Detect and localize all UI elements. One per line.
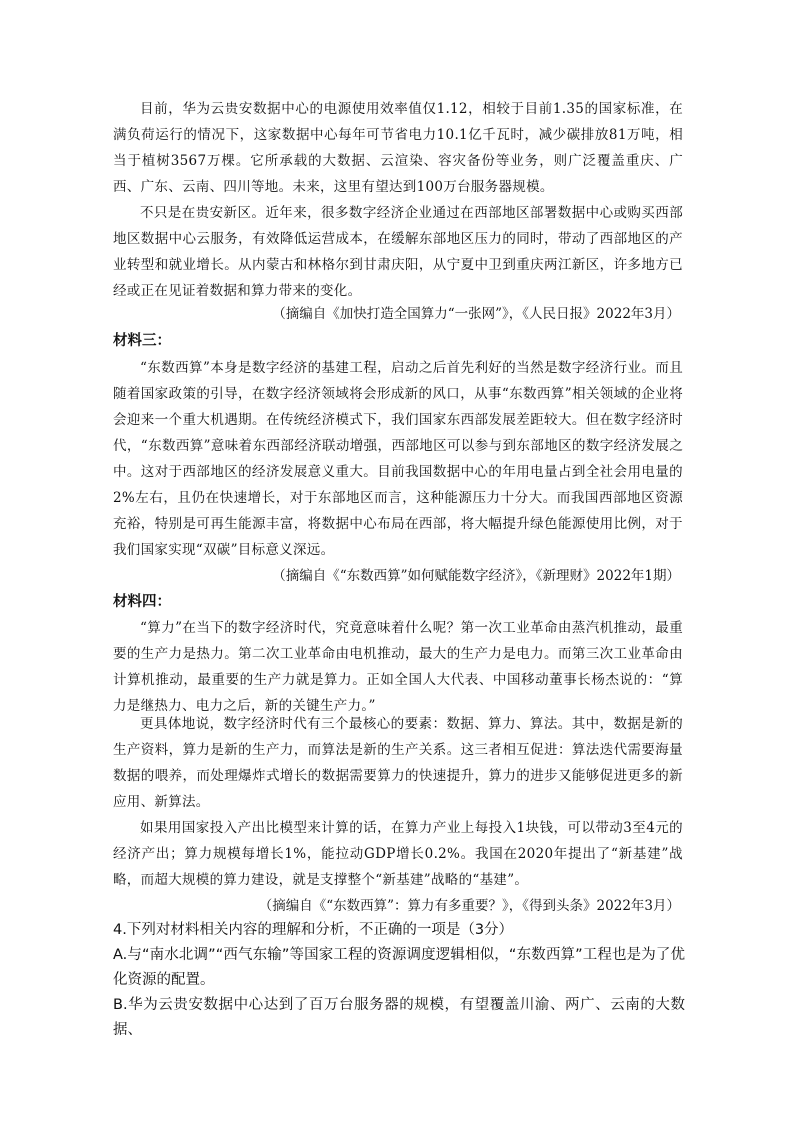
- material3-paragraph-1: “东数西算”本身是数字经济的基建工程，启动之后首先利好的当然是数字经济行业。而且随着国家政策的引导，在数字经济领域将会形成新的风口，从事“东数西算”相关领域的企业将会迎来一个重大机遇期。在传统经济模式下，我们国家东西部发展差距较大。但在数字经济时代，“东数西算”意味着东西部经济联动增强，西部地区可以参与到东部地区的数字经济发展之中。这对于西部地区的经济发展意义重大。目前我国数据中心的年用电量占到全社会用电量的2%左右，且仍在快速增长，对于东部地区而言，这种能源压力十分大。而我国西部地区资源充裕，特别是可再生能源丰富，将数据中心布局在西部，将大幅提升绿色能源使用比例，对于我们国家实现“双碳”目标意义深远。: [113, 360, 683, 558]
- question-stem: 4.下列对材料相关内容的理解和分析，不正确的一项是（3分）: [113, 922, 514, 938]
- material2-source: （摘编自《加快打造全国算力“一张网”》，《人民日报》2022年3月）: [272, 306, 680, 322]
- material4-paragraph-3: 如果用国家投入产出比模型来计算的话，在算力产业上每投入1块钱，可以带动3至4元的经济产出；算力规模每增长1%，能拉动GDP增长0.2%。我国在2020年提出了“新基建”战略，而超大规模的算力建设，就是支撑整个“新基建”战略的“基建”。: [113, 820, 683, 888]
- material2-paragraph-2: 不只是在贵安新区。近年来，很多数字经济企业通过在西部地区部署数据中心或购买西部地区数据中心云服务，有效降低运营成本，在缓解东部地区压力的同时，带动了西部地区的产业转型和就业增长。从内蒙古和林格尔到甘肃庆阳，从宁夏中卫到重庆两江新区，许多地方已经或正在见证着数据和算力带来的变化。: [113, 205, 683, 299]
- material3-source: （摘编自《“东数西算”如何赋能数字经济》，《新理财》2022年1期）: [272, 568, 680, 584]
- material4-paragraph-1: “算力”在当下的数字经济时代，究竟意味着什么呢？第一次工业革命由蒸汽机推动，最重要的生产力是热力。第二次工业革命由电机推动，最大的生产力是电力。而第三次工业革命由计算机推动，最重要的生产力就是算力。正如全国人大代表、中国移动董事长杨杰说的：“算力是继热力、电力之后，新的关键生产力。”: [113, 620, 683, 714]
- material4-heading: 材料四：: [113, 594, 171, 610]
- material4-paragraph-2: 更具体地说，数字经济时代有三个最核心的要素：数据、算力、算法。其中，数据是新的生产资料，算力是新的生产力，而算法是新的生产关系。这三者相互促进：算法迭代需要海量数据的喂养，而处理爆炸式增长的数据需要算力的快速提升，算力的进步又能够促进更多的新应用、新算法。: [113, 716, 683, 810]
- question-option-a: A.与“南水北调”“西气东输”等国家工程的资源调度逻辑相似，“东数西算”工程也是为了优化资源的配置。: [113, 947, 685, 988]
- question-option-b: B.华为云贵安数据中心达到了百万台服务器的规模，有望覆盖川渝、两广、云南的大数据、: [113, 997, 685, 1038]
- material3-heading: 材料三：: [113, 333, 171, 349]
- material2-paragraph-1: 目前，华为云贵安数据中心的电源使用效率值仅1.12，相较于目前1.35的国家标准，在满负荷运行的情况下，这家数据中心每年可节省电力10.1亿千瓦时，减少碳排放81万吨，相当于植树3567万棵。它所承载的大数据、云渲染、容灾备份等业务，则广泛覆盖重庆、广西、广东、云南、四川等地。未来，这里有望达到100万台服务器规模。: [113, 101, 683, 195]
- material4-source: （摘编自《“东数西算”：算力有多重要？》，《得到头条》2022年3月）: [258, 898, 680, 914]
